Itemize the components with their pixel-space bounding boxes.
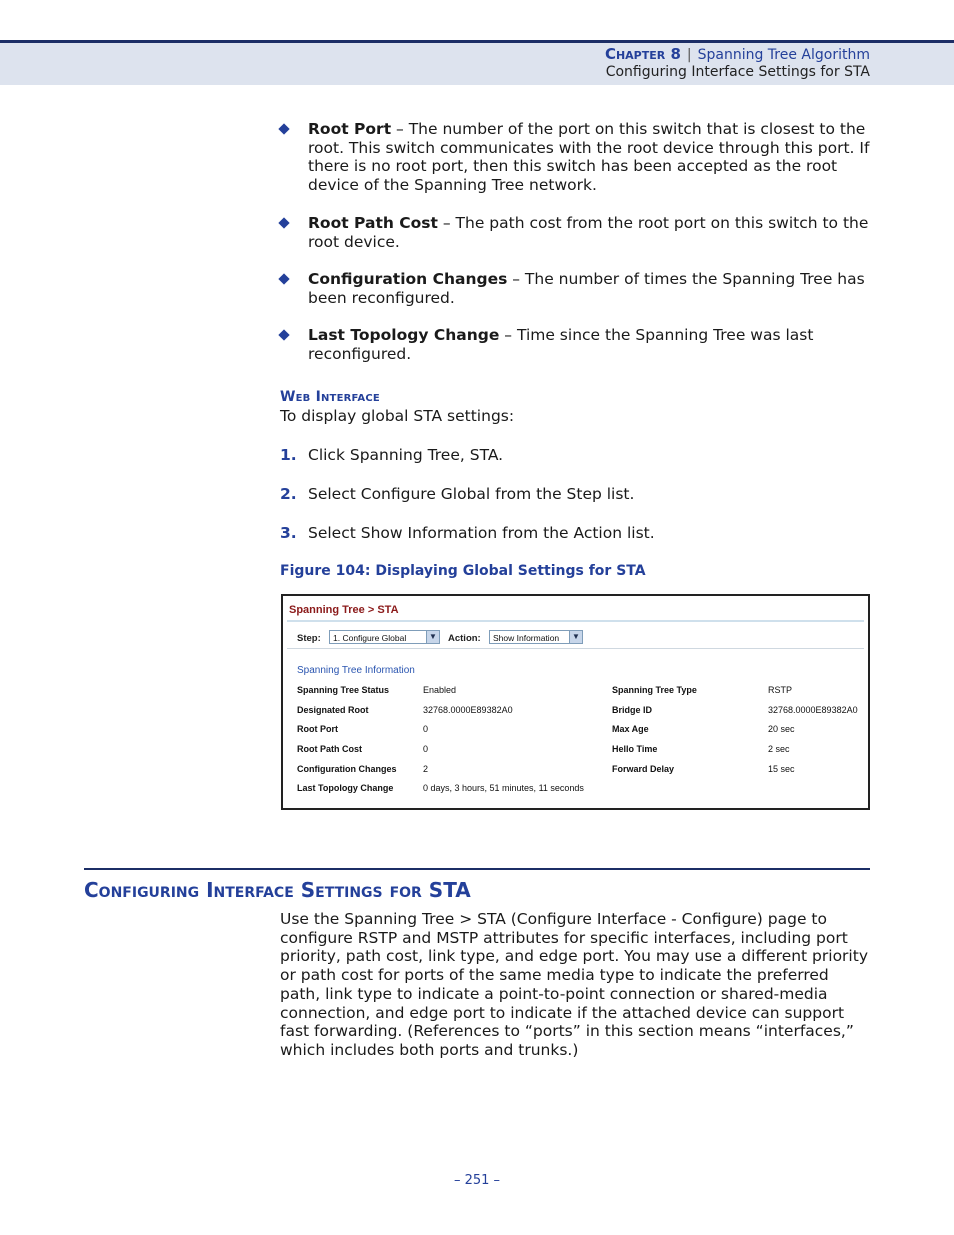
info-heading: Spanning Tree Information (297, 665, 415, 676)
info-label: Hello Time (612, 744, 658, 754)
chapter-title: Spanning Tree Algorithm (697, 47, 870, 63)
step-text: Select Show Information from the Action list. (308, 524, 655, 542)
bullet-term: Configuration Changes (308, 270, 508, 288)
info-value: 0 (423, 724, 429, 734)
web-interface-intro: To display global STA settings: (280, 407, 515, 425)
step-item (280, 446, 870, 465)
bullet-root-path-cost (280, 214, 870, 251)
web-interface-heading: Web Interface (280, 389, 380, 405)
diamond-bullet-icon (278, 123, 289, 134)
header-chapter-line (605, 45, 870, 63)
info-label: Last Topology Change (297, 783, 394, 793)
chevron-down-icon[interactable]: ▼ (426, 631, 439, 643)
info-value: RSTP (768, 685, 793, 695)
step-label: Step: (297, 633, 321, 644)
header-section-title: Configuring Interface Settings for STA (605, 64, 870, 80)
info-label: Bridge ID (612, 705, 653, 715)
section-title: Configuring Interface Settings for STA (84, 878, 471, 902)
info-value: 32768.0000E89382A0 (423, 705, 513, 715)
info-value: 0 days, 3 hours, 51 minutes, 11 seconds (423, 783, 584, 793)
info-value: 15 sec (768, 764, 795, 774)
info-label: Spanning Tree Type (612, 685, 697, 695)
info-value: 2 sec (768, 744, 790, 754)
diamond-bullet-icon (278, 273, 289, 284)
info-label: Configuration Changes (297, 764, 397, 774)
bullet-text: – The number of times the Spanning Tree has been reconfigured. (308, 270, 865, 307)
bullet-configuration-changes (280, 270, 870, 307)
action-label: Action: (448, 633, 481, 644)
info-value: Enabled (423, 685, 457, 695)
info-label: Root Port (297, 724, 338, 734)
section-divider (84, 868, 870, 870)
figure-screenshot (281, 594, 870, 810)
info-value: 2 (423, 764, 429, 774)
step-text: Select Configure Global from the Step list. (308, 485, 635, 503)
bullet-text: – Time since the Spanning Tree was last reconfigured. (308, 326, 814, 363)
bullet-text: – The path cost from the root port on this switch to the root device. (308, 214, 869, 251)
action-select-value: Show Information (493, 633, 560, 643)
info-label: Spanning Tree Status (297, 685, 390, 695)
step-number: 3. (280, 524, 297, 542)
info-label: Designated Root (297, 705, 369, 715)
info-value: 20 sec (768, 724, 795, 734)
bullet-term: Root Port (308, 120, 392, 138)
figure-breadcrumb: Spanning Tree > STA (289, 604, 399, 616)
diamond-bullet-icon (278, 217, 289, 228)
bullet-term: Last Topology Change (308, 326, 500, 344)
bullet-root-port (280, 120, 870, 195)
step-text: Click Spanning Tree, STA. (308, 446, 504, 464)
step-item (280, 524, 870, 543)
info-label: Root Path Cost (297, 744, 362, 754)
step-number: 2. (280, 485, 297, 503)
figure-caption: Figure 104: Displaying Global Settings for STA (280, 563, 646, 579)
page-number: – 251 – (453, 1173, 501, 1188)
diamond-bullet-icon (278, 329, 289, 340)
bullet-text: – The number of the port on this switch that is closest to the root. This switch communicates with the root device through this port. If there is no root port, then this switch has been accepted as the root device of the Spanning Tree network. (308, 120, 870, 195)
step-item (280, 485, 870, 504)
info-value: 32768.0000E89382A0 (768, 705, 858, 715)
chevron-down-icon[interactable]: ▼ (569, 631, 582, 643)
figure-divider (287, 620, 864, 622)
info-label: Forward Delay (612, 764, 675, 774)
step-select[interactable] (329, 630, 440, 644)
chapter-label: Chapter 8 (604, 45, 681, 63)
step-number: 1. (280, 446, 297, 464)
figure-divider (287, 648, 864, 649)
section-body: Use the Spanning Tree > STA (Configure Interface - Configure) page to configure RSTP and MSTP attributes for specific interfaces, including port priority, path cost, link type, and edge port. You may use a different priority or path cost for ports of the same media type to indicate the preferred path, link type to indicate a point-to-point connection or shared-media connection, and edge port to indicate if the attached device can support fast forwarding. (References to “ports” in this section means “interfaces,” which includes both ports and trunks.) (280, 910, 868, 1059)
info-label: Max Age (612, 724, 649, 734)
bullet-term: Root Path Cost (308, 214, 438, 232)
info-value: 0 (423, 744, 429, 754)
bullet-last-topology-change (280, 326, 870, 363)
action-select[interactable] (489, 630, 583, 644)
step-select-value: 1. Configure Global (333, 633, 407, 643)
header-separator: | (686, 47, 692, 63)
